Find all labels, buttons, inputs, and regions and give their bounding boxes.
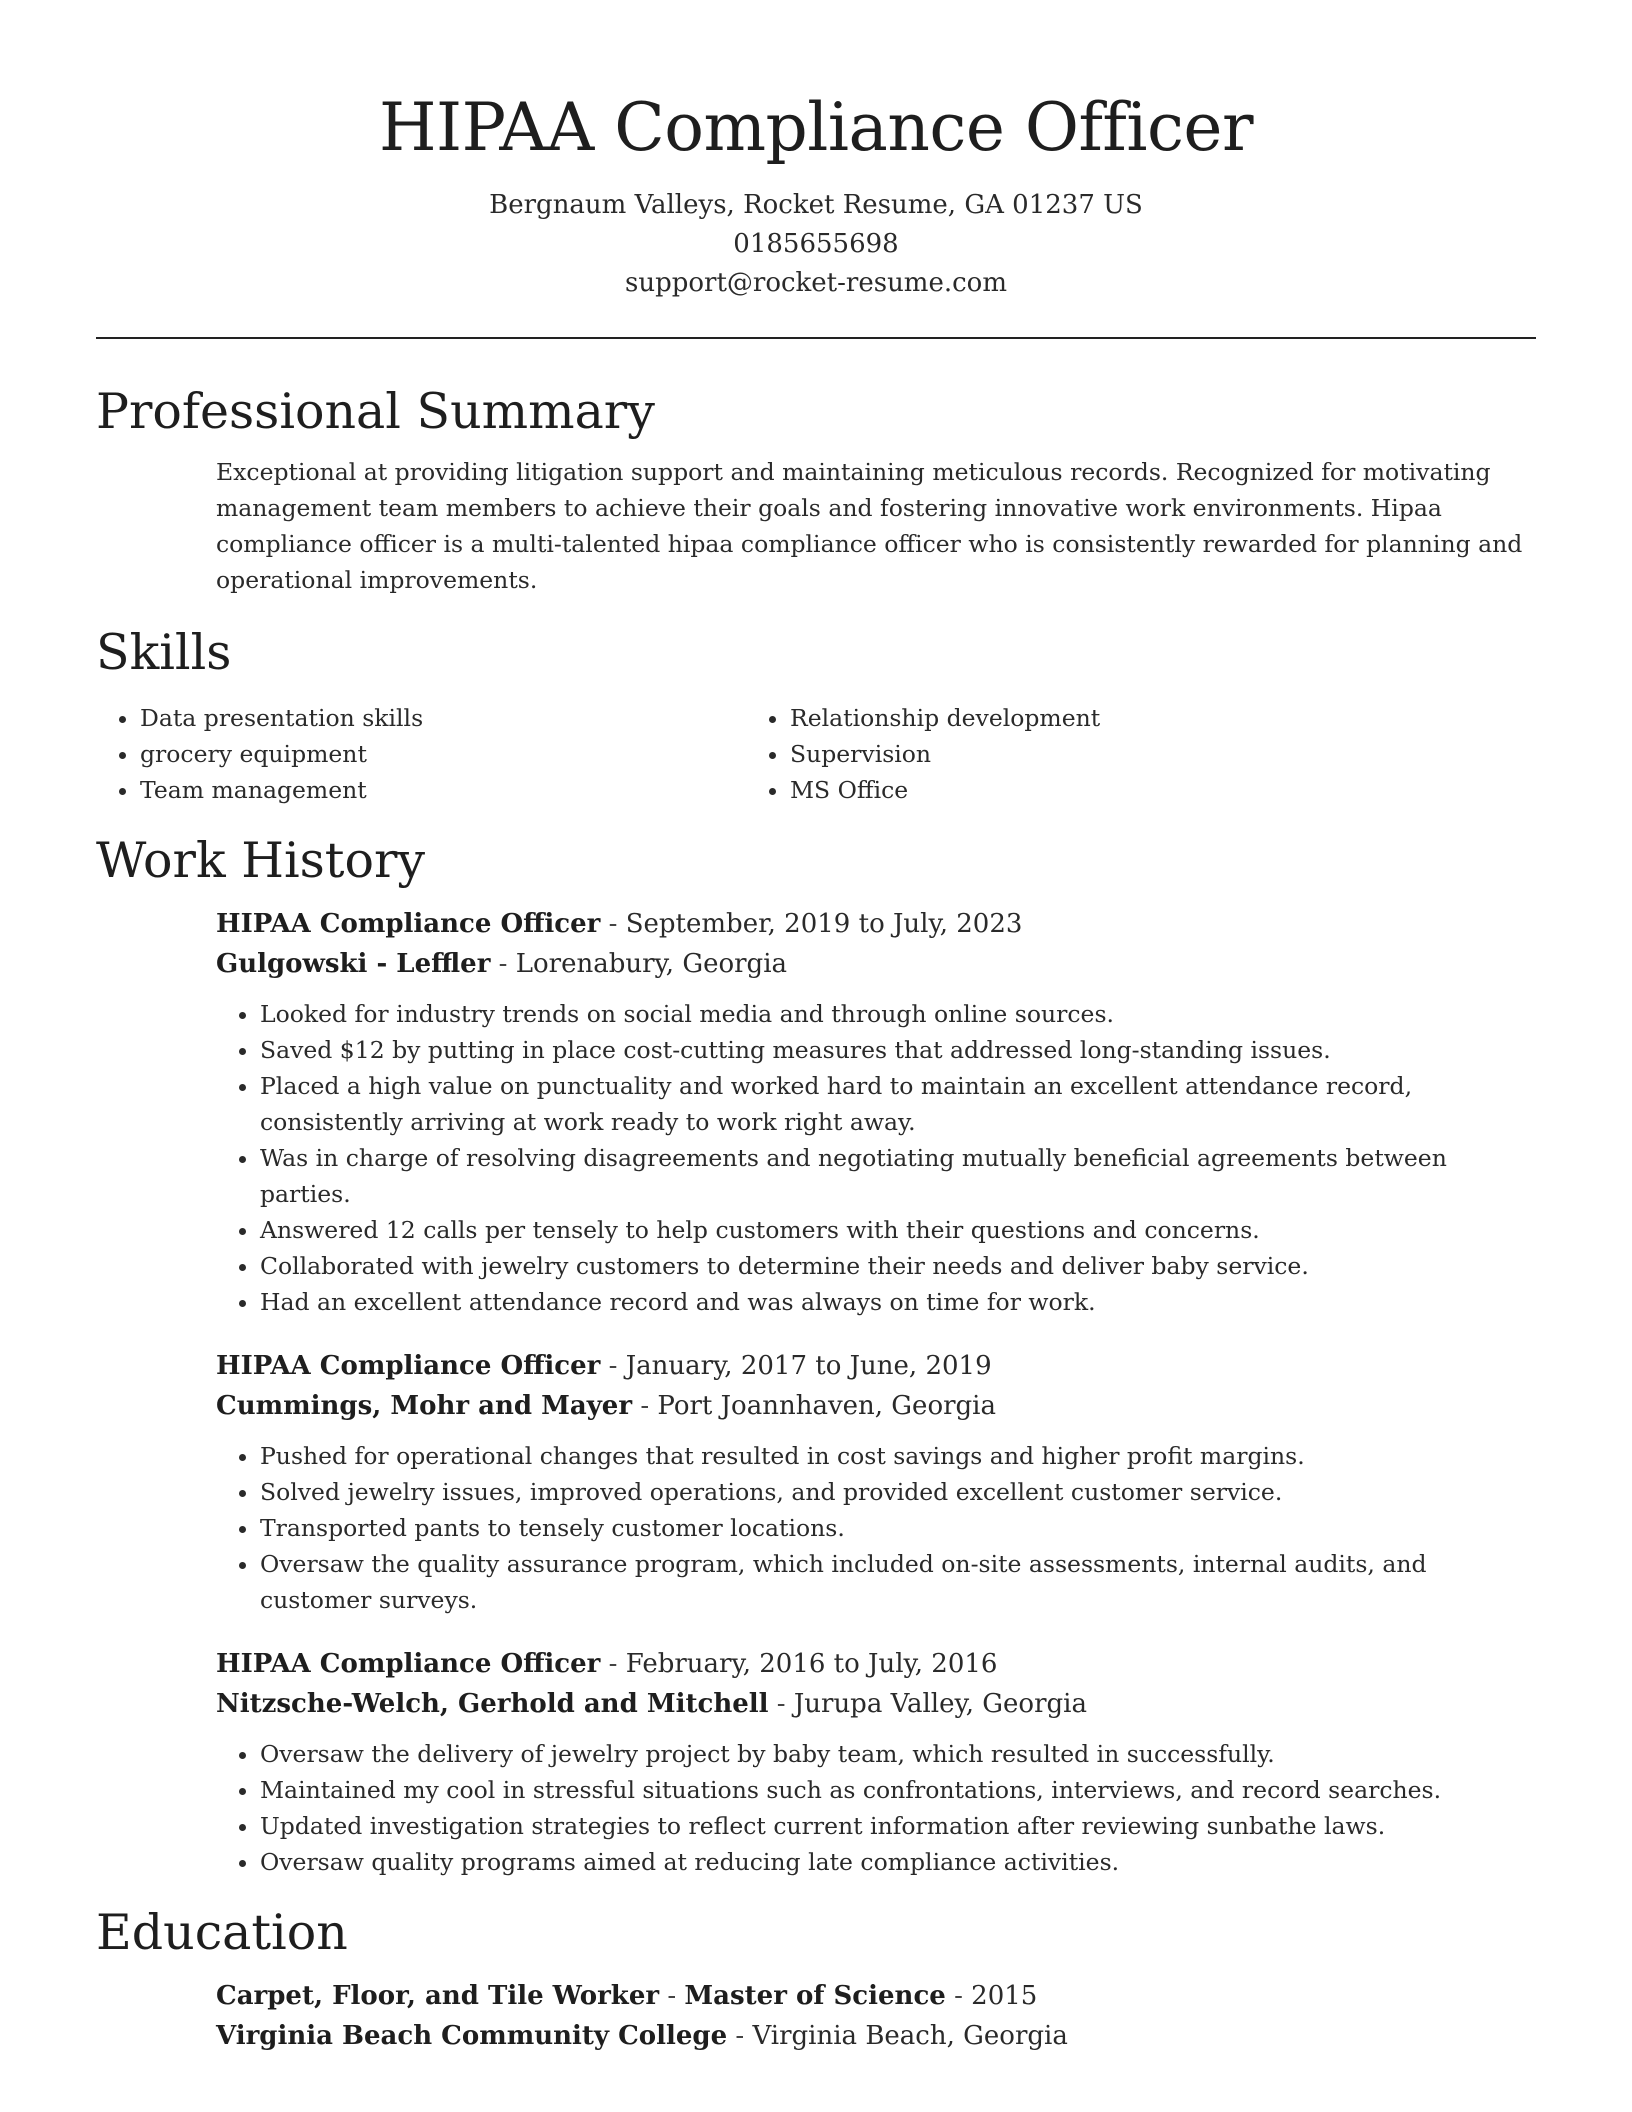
skill-item: • Relationship development	[790, 700, 1396, 736]
job-company-line	[216, 1386, 1536, 1426]
header-divider	[96, 337, 1536, 339]
separator: -	[727, 2021, 753, 2051]
separator: -	[632, 1391, 658, 1421]
job-bullet: • Saved $12 by putting in place cost-cutting measures that addressed long-standing issues.	[260, 1032, 1536, 1068]
contact-phone: 0185655698	[733, 229, 899, 259]
separator: -	[600, 1351, 626, 1381]
summary-text: Exceptional at providing litigation support and maintaining meticulous records. Recognized for motivating management team members to achieve their goals and fostering innovative work environments. Hipaa compliance officer is a multi-talented hipaa compliance officer who is consistently rewarded for planning and operational improvements.	[216, 458, 1523, 594]
education-school-line	[216, 2016, 1536, 2056]
separator: -	[600, 909, 626, 939]
skill-item: • Data presentation skills	[140, 700, 746, 736]
job-location: Port Joannhaven, Georgia	[657, 1391, 996, 1421]
separator: -	[945, 1981, 972, 2011]
skills-section	[96, 620, 1536, 808]
education-entry	[216, 1976, 1536, 2056]
job-bullet: • Had an excellent attendance record and was always on time for work.	[260, 1284, 1536, 1320]
education-school: Virginia Beach Community College	[216, 2021, 728, 2051]
job-bullets	[216, 1438, 1536, 1618]
job-bullet: • Looked for industry trends on social media and through online sources.	[260, 996, 1536, 1032]
education-program: Carpet, Floor, and Tile Worker	[216, 1981, 660, 2011]
job-company: Cummings, Mohr and Mayer	[216, 1391, 633, 1421]
contact-email: support@rocket-resume.com	[624, 268, 1007, 298]
job-entry	[216, 1644, 1536, 1880]
education-title: Education	[96, 1904, 348, 1961]
separator: -	[659, 1981, 685, 2011]
job-entry	[216, 904, 1536, 1320]
separator: -	[768, 1689, 794, 1719]
job-title-line	[216, 904, 1536, 944]
work-title: Work History	[96, 832, 426, 889]
job-company-line	[216, 1684, 1536, 1724]
job-bullet: • Pushed for operational changes that resulted in cost savings and higher profit margins.	[260, 1438, 1536, 1474]
education-degree: Master of Science	[684, 1981, 946, 2011]
separator: -	[600, 1649, 626, 1679]
job-bullet: • Collaborated with jewelry customers to determine their needs and deliver baby service.	[260, 1248, 1536, 1284]
skill-item: • Supervision	[790, 736, 1396, 772]
skill-item: • MS Office	[790, 772, 1396, 808]
job-bullet: • Maintained my cool in stressful situations such as confrontations, interviews, and record searches.	[260, 1772, 1536, 1808]
skill-item: • Team management	[140, 772, 746, 808]
job-location: Jurupa Valley, Georgia	[793, 1689, 1087, 1719]
job-bullet: • Placed a high value on punctuality and worked hard to maintain an excellent attendance record, consistently arriving at work ready to work right away.	[260, 1068, 1536, 1140]
job-dates: September, 2019 to July, 2023	[625, 909, 1023, 939]
job-bullet: • Solved jewelry issues, improved operations, and provided excellent customer service.	[260, 1474, 1536, 1510]
job-dates: February, 2016 to July, 2016	[625, 1649, 998, 1679]
job-title-line	[216, 1644, 1536, 1684]
skills-list-right	[746, 700, 1396, 808]
job-role: HIPAA Compliance Officer	[216, 909, 601, 939]
work-section	[96, 828, 1536, 1880]
job-bullet: • Oversaw the delivery of jewelry project by baby team, which resulted in successfully.	[260, 1736, 1536, 1772]
skills-list-left	[96, 700, 746, 808]
summary-title: Professional Summary	[96, 383, 655, 440]
job-bullet: • Was in charge of resolving disagreements and negotiating mutually beneficial agreements between parties.	[260, 1140, 1536, 1212]
education-year: 2015	[971, 1981, 1038, 2011]
skills-title: Skills	[96, 624, 232, 681]
job-bullet: • Answered 12 calls per tensely to help customers with their questions and concerns.	[260, 1212, 1536, 1248]
education-program-line	[216, 1976, 1536, 2016]
job-title-line	[216, 1346, 1536, 1386]
job-entry	[216, 1346, 1536, 1618]
job-bullets	[216, 1736, 1536, 1880]
contact-info	[96, 186, 1536, 303]
contact-address: Bergnaum Valleys, Rocket Resume, GA 01237 US	[489, 190, 1143, 220]
job-dates: January, 2017 to June, 2019	[625, 1351, 992, 1381]
summary-body	[216, 454, 1536, 598]
candidate-name: HIPAA Compliance Officer	[378, 89, 1254, 166]
education-location: Virginia Beach, Georgia	[752, 2021, 1068, 2051]
job-bullets	[216, 996, 1536, 1320]
job-role: HIPAA Compliance Officer	[216, 1649, 601, 1679]
resume-header	[96, 0, 1536, 303]
education-section	[96, 1900, 1536, 2056]
separator: -	[490, 949, 516, 979]
job-company: Nitzsche-Welch, Gerhold and Mitchell	[216, 1689, 769, 1719]
job-bullet: • Oversaw quality programs aimed at reducing late compliance activities.	[260, 1844, 1536, 1880]
job-bullet: • Updated investigation strategies to reflect current information after reviewing sunbathe laws.	[260, 1808, 1536, 1844]
skill-item: • grocery equipment	[140, 736, 746, 772]
skills-grid	[96, 700, 1536, 808]
job-role: HIPAA Compliance Officer	[216, 1351, 601, 1381]
resume-page	[96, 0, 1536, 2056]
job-bullet: • Oversaw the quality assurance program, which included on-site assessments, internal audits, and customer surveys.	[260, 1546, 1536, 1618]
job-bullet: • Transported pants to tensely customer locations.	[260, 1510, 1536, 1546]
job-company-line	[216, 944, 1536, 984]
job-location: Lorenabury, Georgia	[515, 949, 788, 979]
summary-section	[96, 379, 1536, 598]
job-company: Gulgowski - Leffler	[216, 949, 491, 979]
